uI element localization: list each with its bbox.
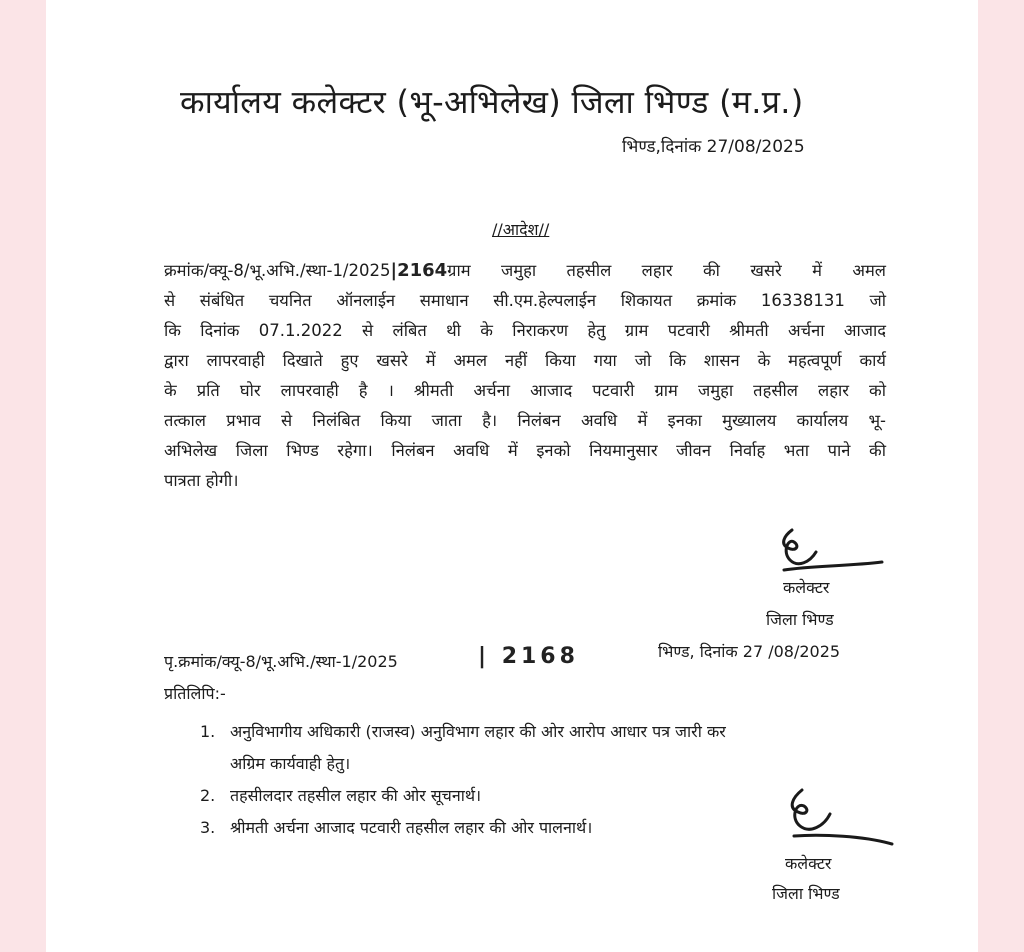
signature-2-designation: कलेक्टर bbox=[785, 854, 832, 873]
signature-1-district: जिला भिण्ड bbox=[766, 610, 834, 629]
order-line: के प्रति घोर लापरवाही है । श्रीमती अर्चना आजाद पटवारी ग्राम जमुहा तहसील लहार को bbox=[164, 381, 886, 400]
signature-1-designation: कलेक्टर bbox=[783, 578, 830, 597]
handwritten-ref-no: |2164 bbox=[390, 260, 448, 281]
copy-to-label: प्रतिलिपि:- bbox=[164, 684, 226, 703]
order-line: कि दिनांक 07.1.2022 से लंबित थी के निराकरण हेतु ग्राम पटवारी श्रीमती अर्चना आजाद bbox=[164, 321, 886, 340]
endorsement-date: भिण्ड, दिनांक 27 /08/2025 bbox=[658, 642, 841, 661]
order-heading: //आदेश// bbox=[492, 220, 550, 239]
place-date: भिण्ड,दिनांक 27/08/2025 bbox=[622, 137, 805, 157]
signature-2 bbox=[778, 784, 898, 859]
endorsement-ref-no: पृ.क्रमांक/क्यू-8/भू.अभि./स्था-1/2025 bbox=[164, 652, 398, 671]
office-title: कार्यालय कलेक्टर (भू-अभिलेख) जिला भिण्ड (म.प्र.) bbox=[180, 83, 804, 121]
list-item: 2. तहसीलदार तहसील लहार की ओर सूचनार्थ। bbox=[200, 786, 482, 805]
order-ref-no: क्रमांक/क्यू-8/भू.अभि./स्था-1/2025 bbox=[164, 261, 391, 280]
order-line: तत्काल प्रभाव से निलंबित किया जाता है। निलंबन अवधि में इनका मुख्यालय कार्यालय भू- bbox=[164, 411, 886, 430]
order-line: क्रमांक/क्यू-8/भू.अभि./स्था-1/2025|2164ग्राम जमुहा तहसील लहार की खसरे में अमल bbox=[164, 260, 886, 281]
list-item: 3. श्रीमती अर्चना आजाद पटवारी तहसील लहार की ओर पालनार्थ। bbox=[200, 818, 593, 837]
order-line: अभिलेख जिला भिण्ड रहेगा। निलंबन अवधि में इनको नियमानुसार जीवन निर्वाह भता पाने की bbox=[164, 441, 886, 460]
list-item: 1. अनुविभागीय अधिकारी (राजस्व) अनुविभाग लहार की ओर आरोप आधार पत्र जारी कर अग्रिम कार्यवाही हेतु। bbox=[200, 722, 726, 773]
order-body bbox=[164, 256, 886, 496]
order-line: पात्रता होगी। bbox=[164, 471, 239, 490]
order-line: द्वारा लापरवाही दिखाते हुए खसरे में अमल नहीं किया गया जो कि शासन के महत्वपूर्ण कार्य bbox=[164, 351, 886, 370]
order-line: से संबंधित चयनित ऑनलाईन समाधान सी.एम.हेल्पलाईन शिकायत क्रमांक 16338131 जो bbox=[164, 291, 886, 310]
handwritten-endorsement-no: | 2168 bbox=[478, 644, 579, 669]
signature-2-district: जिला भिण्ड bbox=[772, 884, 840, 903]
